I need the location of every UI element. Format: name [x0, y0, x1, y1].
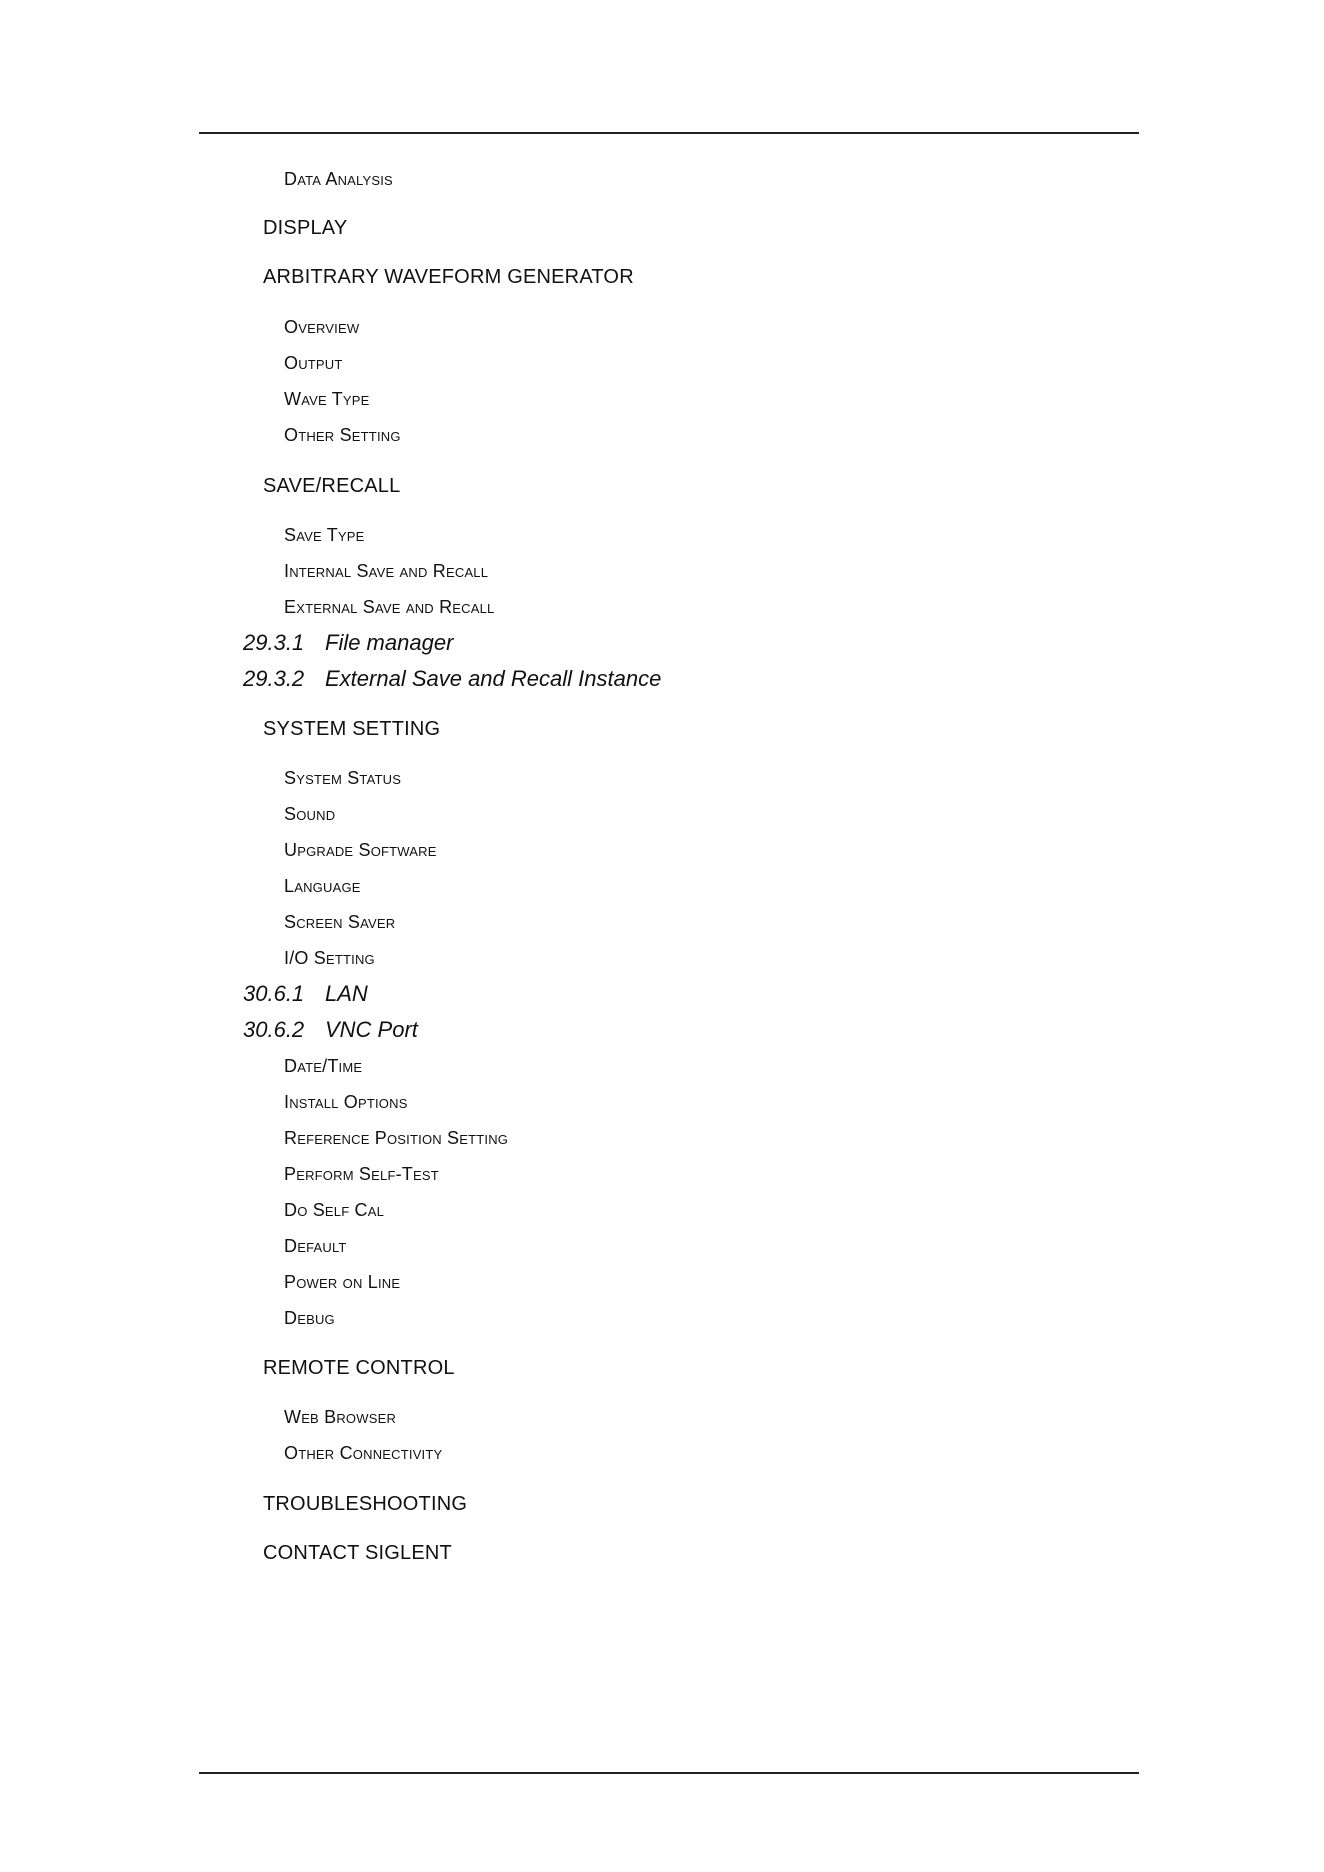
toc-entry[interactable]	[284, 1444, 442, 1462]
footer-rule	[199, 1772, 1139, 1774]
toc-entry[interactable]	[284, 1165, 439, 1183]
toc-entry[interactable]	[263, 267, 634, 287]
toc-entry-title: Other Connectivity	[284, 1443, 443, 1463]
toc-entry[interactable]	[284, 913, 395, 931]
toc-entry-title: Reference Position Setting	[284, 1128, 509, 1148]
toc-entry-title: Sound	[284, 804, 336, 824]
toc-entry-title: Do Self Cal	[284, 1200, 385, 1220]
toc-entry-title: Power on Line	[284, 1272, 401, 1292]
toc-entry[interactable]	[284, 598, 494, 616]
toc-entry-title: Web Browser	[284, 1407, 397, 1427]
toc-entry[interactable]	[284, 354, 343, 372]
toc-entry[interactable]	[284, 318, 359, 336]
toc-entry-title: LAN	[325, 981, 368, 1006]
toc-entry-number: 30.6.1	[243, 981, 305, 1006]
toc-entry[interactable]	[263, 218, 347, 238]
toc-entry[interactable]	[284, 562, 488, 580]
toc-entry[interactable]	[243, 632, 453, 654]
toc-entry[interactable]	[284, 1129, 508, 1147]
toc-entry-title: CONTACT SIGLENT	[263, 1542, 452, 1564]
toc-entry[interactable]	[284, 1057, 362, 1075]
toc-entry-title: Install Options	[284, 1092, 408, 1112]
toc-entry[interactable]	[284, 805, 335, 823]
toc-entry-title: ARBITRARY WAVEFORM GENERATOR	[263, 266, 634, 288]
toc-entry[interactable]	[243, 1019, 418, 1041]
toc-entry-title: SAVE/RECALL	[263, 475, 401, 497]
toc-entry-title: DISPLAY	[263, 217, 348, 239]
toc-entry[interactable]	[243, 668, 661, 690]
toc-entry[interactable]	[284, 1093, 408, 1111]
toc-entry[interactable]	[284, 526, 365, 544]
toc-entry[interactable]	[263, 1494, 467, 1514]
toc-entry-title: REMOTE CONTROL	[263, 1357, 455, 1379]
toc-entry[interactable]	[284, 877, 361, 895]
toc-entry[interactable]	[284, 170, 393, 188]
toc-entry[interactable]	[284, 426, 401, 444]
toc-entry[interactable]	[284, 841, 437, 859]
toc-entry[interactable]	[263, 1543, 452, 1563]
toc-entry-number: 30.6.2	[243, 1017, 305, 1042]
toc-entry[interactable]	[263, 1358, 455, 1378]
toc-entry-title: Perform Self-Test	[284, 1164, 439, 1184]
toc-entry-number: 29.3.2	[243, 666, 305, 691]
toc-entry[interactable]	[263, 719, 440, 739]
toc-entry[interactable]	[284, 1408, 396, 1426]
toc-entry-title: Overview	[284, 317, 360, 337]
toc-entry-title: Save Type	[284, 525, 365, 545]
toc-entry[interactable]	[284, 1237, 347, 1255]
toc-entry-title: Upgrade Software	[284, 840, 437, 860]
toc-entry-title: Other Setting	[284, 425, 401, 445]
toc-entry-title: File manager	[325, 630, 454, 655]
toc-entry-title: Internal Save and Recall	[284, 561, 489, 581]
header-rule	[199, 132, 1139, 134]
toc-entry[interactable]	[284, 1309, 335, 1327]
toc-entry-title: SYSTEM SETTING	[263, 718, 441, 740]
toc-entry-number: 29.3.1	[243, 630, 305, 655]
toc-entry-title: External Save and Recall Instance	[325, 666, 662, 691]
toc-entry-title: Wave Type	[284, 389, 370, 409]
toc-entry-title: External Save and Recall	[284, 597, 495, 617]
toc-entry-title: Language	[284, 876, 361, 896]
toc-entry[interactable]	[284, 949, 375, 967]
toc-entry[interactable]	[243, 983, 368, 1005]
toc-entry-title: Output	[284, 353, 343, 373]
toc-entry-title: Data Analysis	[284, 169, 393, 189]
toc-entry-title: Date/Time	[284, 1056, 363, 1076]
toc-entry[interactable]	[284, 390, 370, 408]
toc-entry-title: VNC Port	[325, 1017, 418, 1042]
toc-entry-title: Default	[284, 1236, 347, 1256]
toc-entry-title: System Status	[284, 768, 402, 788]
toc-entry[interactable]	[284, 1273, 400, 1291]
toc-entry-title: Debug	[284, 1308, 335, 1328]
toc-entry[interactable]	[263, 476, 400, 496]
toc-entry[interactable]	[284, 769, 401, 787]
toc-entry-title: TROUBLESHOOTING	[263, 1493, 468, 1515]
toc-entry-title: Screen Saver	[284, 912, 396, 932]
toc-entry[interactable]	[284, 1201, 384, 1219]
toc-entry-title: I/O Setting	[284, 948, 375, 968]
